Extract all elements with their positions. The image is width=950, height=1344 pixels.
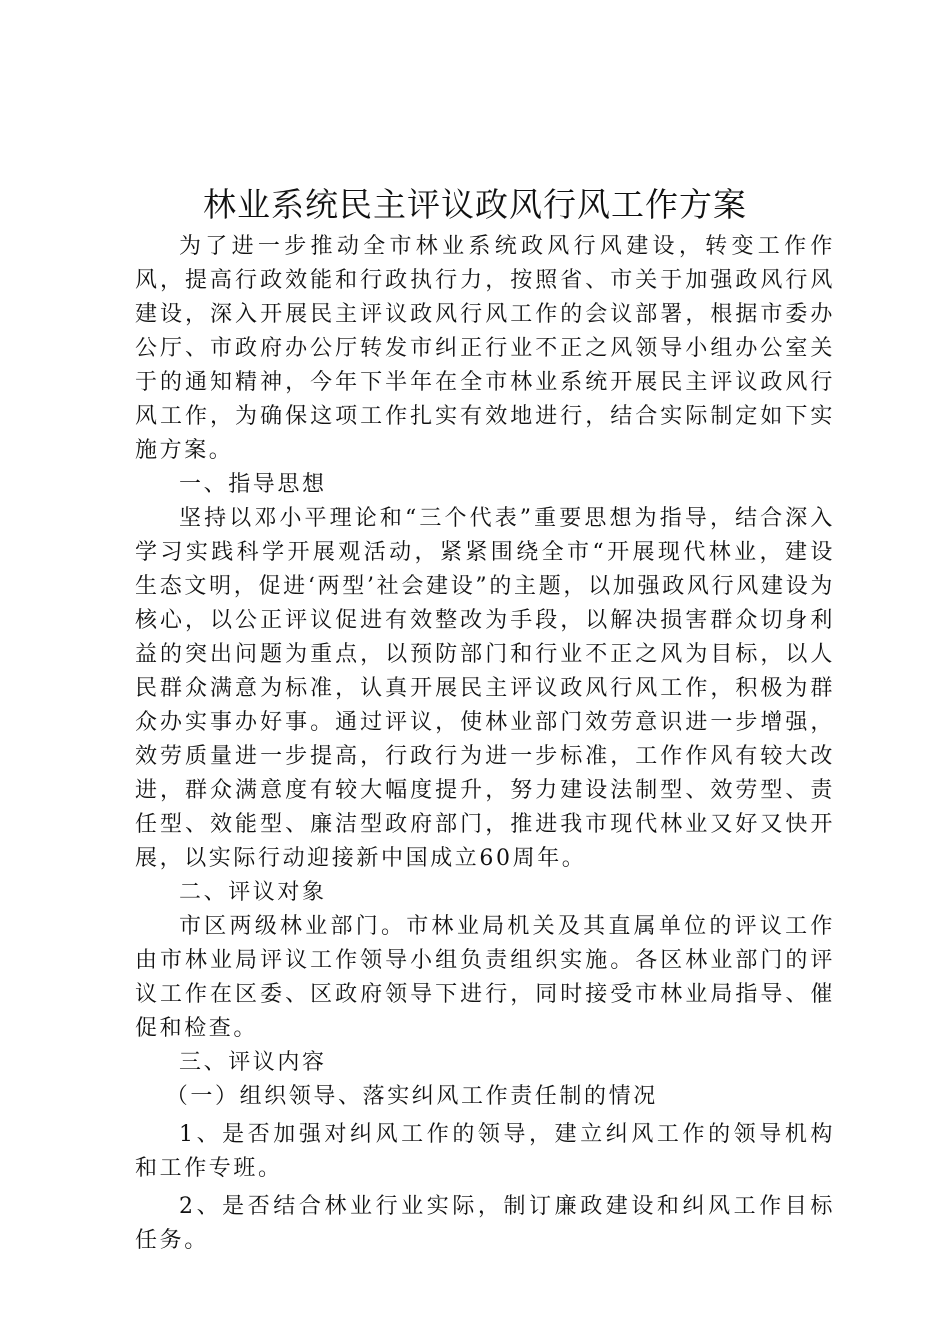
paragraph-evaluation-targets: 市区两级林业部门。市林业局机关及其直属单位的评议工作由市林业局评议工作领导小组负责组织实施。各区林业部门的评议工作在区委、区政府领导下进行，同时接受市林业局指导、催促和检查。 <box>135 914 835 1041</box>
document-title: 林业系统民主评议政风行风工作方案 <box>203 185 747 224</box>
section-heading-evaluation-content: 三、评议内容 <box>179 1050 327 1075</box>
document-body <box>135 230 835 1258</box>
paragraph-intro: 为了进一步推动全市林业系统政风行风建设，转变工作作风，提高行政效能和行政执行力，按照省、市关于加强政风行风建设，深入开展民主评议政风行风工作的会议部署，根据市委办公厅、市政府办公厅转发市纠正行业不正之风领导小组办公室关于的通知精神，今年下半年在全市林业系统开展民主评议政风行风工作，为确保这项工作扎实有效地进行，结合实际制定如下实施方案。 <box>135 234 835 463</box>
section-heading-guiding-ideology: 一、指导思想 <box>179 472 327 497</box>
list-item-2: 2、是否结合林业行业实际，制订廉政建设和纠风工作目标任务。 <box>135 1194 835 1253</box>
subsection-heading-leadership: （一）组织领导、落实纠风工作责任制的情况 <box>165 1084 658 1109</box>
section-heading-evaluation-targets: 二、评议对象 <box>179 880 327 905</box>
paragraph-guiding-ideology: 坚持以邓小平理论和“三个代表”重要思想为指导，结合深入学习实践科学开展观活动，紧紧围绕全市“开展现代林业，建设生态文明，促进‘两型’社会建设”的主题，以加强政风行风建设为核心，以公正评议促进有效整改为手段，以解决损害群众切身利益的突出问题为重点，以预防部门和行业不正之风为目标，以人民群众满意为标准，认真开展民主评议政风行风工作，积极为群众办实事办好事。通过评议，使林业部门效劳意识进一步增强，效劳质量进一步提高，行政行为进一步标准，工作作风有较大改进，群众满意度有较大幅度提升，努力建设法制型、效劳型、责任型、效能型、廉洁型政府部门，推进我市现代林业又好又快开展，以实际行动迎接新中国成立60周年。 <box>135 506 835 871</box>
list-item-1: 1、是否加强对纠风工作的领导，建立纠风工作的领导机构和工作专班。 <box>135 1122 835 1181</box>
